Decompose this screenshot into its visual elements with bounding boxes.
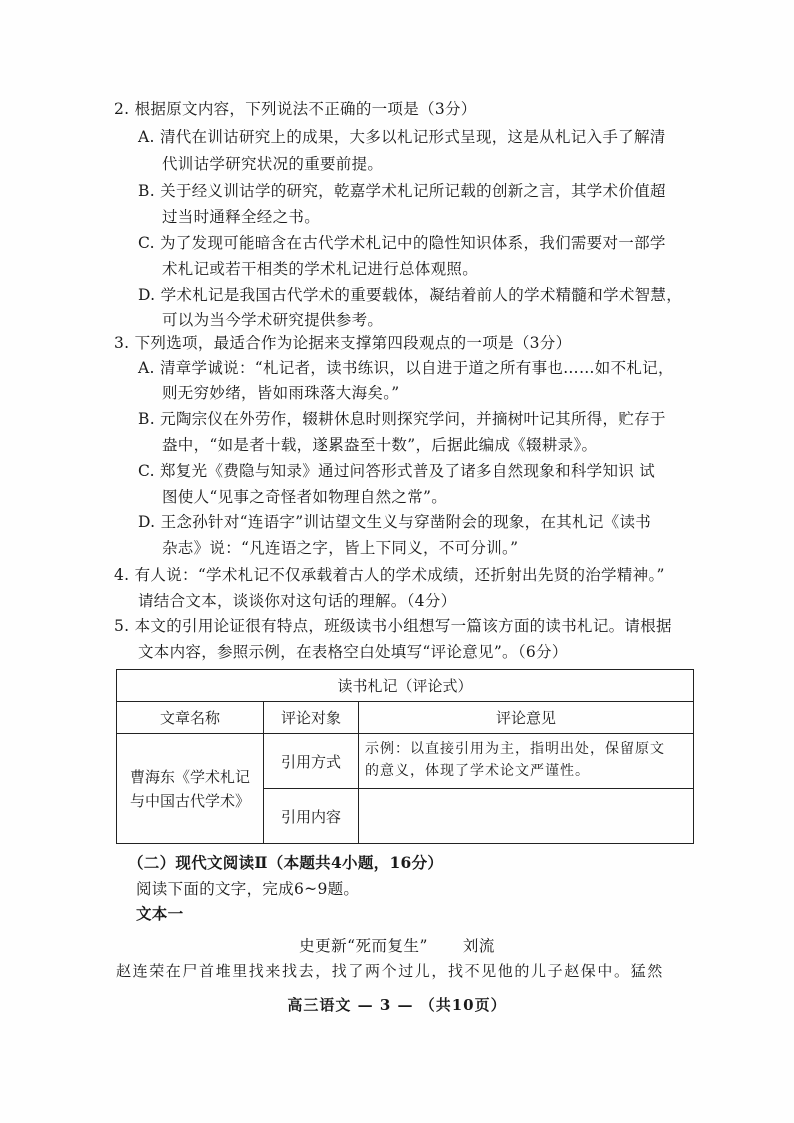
q5-line-2: 文本内容，参照示例，在表格空白处填写“评论意见”。（6分） [138, 643, 568, 661]
q2-option-a: A. 清代在训诂研究上的成果，大多以札记形式呈现，这是从札记入手了解清 [138, 128, 666, 146]
story-author: 刘流 [462, 937, 495, 955]
table-title: 读书札记（评论式） [117, 670, 694, 702]
q2-option-b: B. 关于经义训诂学的研究，乾嘉学术札记所记载的创新之言，其学术价值超 [138, 182, 666, 200]
text-one-label: 文本一 [136, 904, 184, 923]
q3-option-d: D. 王念孙针对“连语字”训诂望文生义与穿凿附会的现象，在其札记《读书 [138, 513, 652, 531]
row2-object: 引用内容 [264, 789, 359, 844]
header-comment-opinion: 评论意见 [359, 702, 694, 734]
q3-option-c-cont: 图使人“见事之奇怪者如物理自然之常”。 [162, 488, 448, 506]
q3-stem: 3. 下列选项，最适合作为论据来支撑第四段观点的一项是（3分） [114, 334, 572, 352]
q3-option-b: B. 元陶宗仪在外劳作，辍耕休息时则探究学问，并摘树叶记其所得，贮存于 [138, 410, 666, 428]
q2-option-b-cont: 过当时通释全经之书。 [162, 208, 321, 226]
row2-opinion-blank[interactable] [359, 789, 694, 844]
row1-opinion-line-1: 示例：以直接引用为主，指明出处，保留原文 [365, 741, 665, 757]
story-first-line: 赵连荣在尸首堆里找来找去，找了两个过儿，找不见他的儿子赵保中。猛然 [116, 962, 664, 980]
q2-stem: 2. 根据原文内容，下列说法不正确的一项是（3分） [114, 100, 477, 118]
q2-option-d-cont: 可以为当今学术研究提供参考。 [162, 311, 384, 329]
page-footer: 高三语文 — 3 — （共10页） [287, 996, 507, 1014]
reading-notes-table [116, 669, 694, 844]
q3-option-c: C. 郑复光《费隐与知录》通过问答形式普及了诸多自然现象和科学知识 试 [138, 462, 656, 480]
article-name-line-1: 曹海东《学术札记 [129, 767, 250, 786]
story-title: 史更新“死而复生” [299, 937, 428, 955]
q2-option-d: D. 学术札记是我国古代学术的重要载体，凝结着前人的学术精髓和学术智慧， [138, 286, 683, 304]
section-instruction: 阅读下面的文字，完成6~9题。 [136, 880, 360, 898]
q3-option-b-cont: 盎中，“如是者十载，遂累盎至十数”，后据此编成《辍耕录》。 [162, 436, 598, 454]
header-comment-object: 评论对象 [264, 702, 359, 734]
row1-opinion-line-2: 的意义，体现了学术论文严谨性。 [365, 763, 590, 779]
q3-option-a: A. 清章学诚说：“札记者，读书练识，以自进于道之所有事也……如不札记， [138, 359, 674, 377]
q2-option-c-cont: 术札记或若干相类的学术札记进行总体观照。 [162, 260, 479, 278]
q2-option-c: C. 为了发现可能暗含在古代学术札记中的隐性知识体系，我们需要对一部学 [138, 234, 666, 252]
q4-line-2: 请结合文本，谈谈你对这句话的理解。（4分） [138, 592, 457, 610]
story-title-line [0, 934, 794, 956]
q4-line-1: 4. 有人说：“学术札记不仅承载着古人的学术成绩，还折射出先贤的治学精神。” [114, 566, 665, 584]
article-name-line-2: 与中国古代学术》 [129, 791, 250, 810]
section-heading: （二）现代文阅读Ⅱ（本题共4小题，16分） [128, 853, 444, 872]
q3-option-d-cont: 杂志》说：“凡连语之字，皆上下同义，不可分训。” [162, 539, 519, 557]
row1-object: 引用方式 [264, 734, 359, 789]
q2-option-a-cont: 代训诂学研究状况的重要前提。 [162, 155, 384, 173]
article-name-cell [117, 734, 264, 844]
q5-line-1: 5. 本文的引用论证很有特点，班级读书小组想写一篇该方面的读书札记。请根据 [114, 617, 672, 635]
row1-opinion [359, 734, 694, 789]
q3-option-a-cont: 则无穷妙绪，皆如雨珠落大海矣。” [162, 384, 400, 402]
header-article-name: 文章名称 [117, 702, 264, 734]
